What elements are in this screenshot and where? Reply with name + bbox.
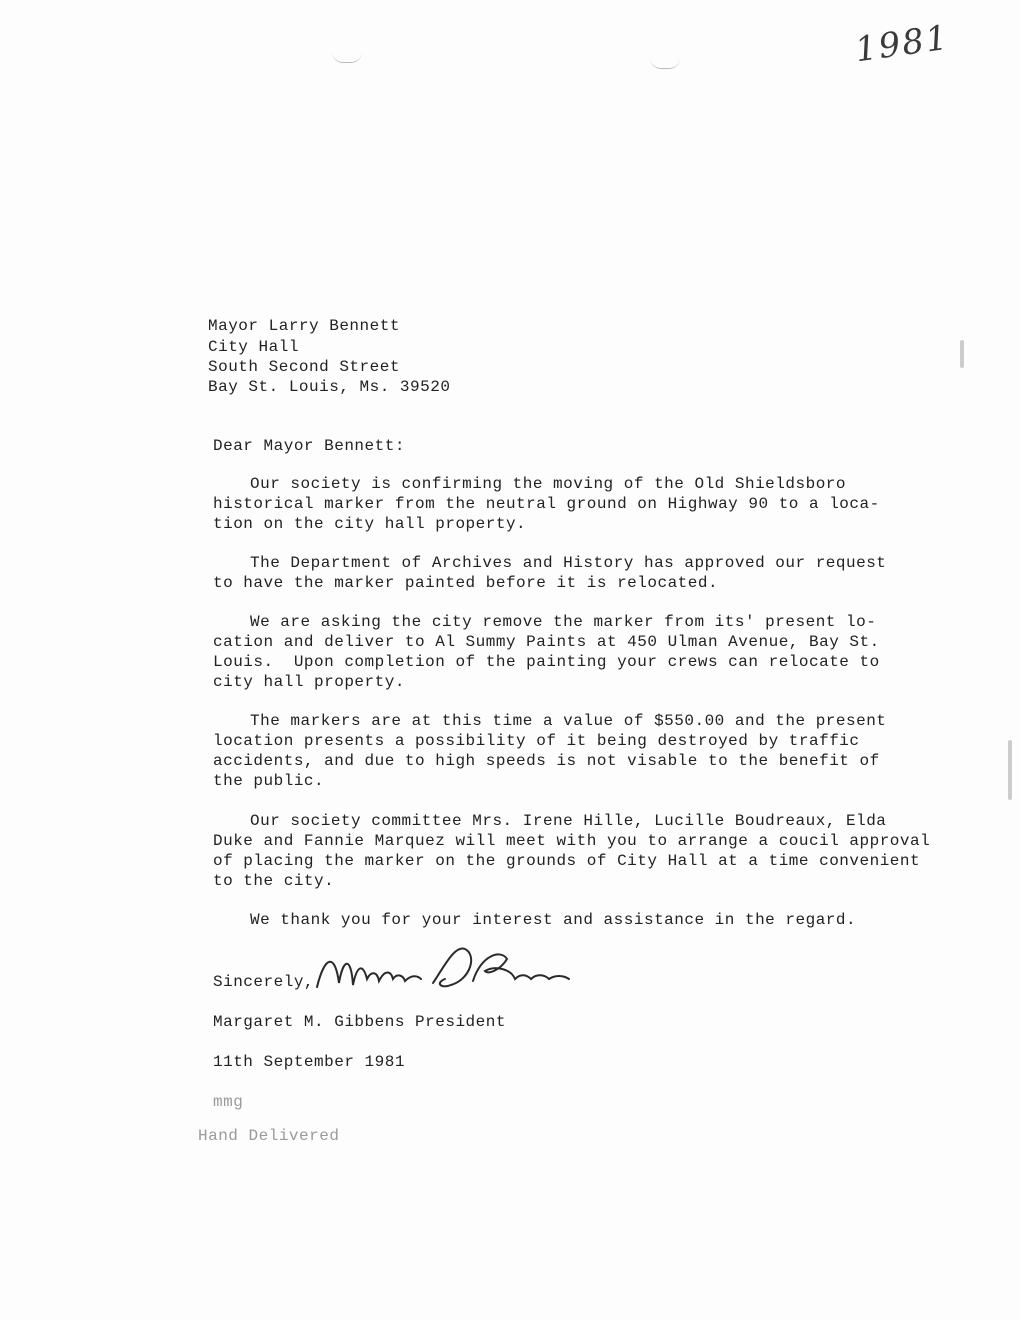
paragraph-line: The Department of Archives and History has approved our request	[250, 554, 887, 572]
handwritten-signature	[305, 935, 585, 1015]
paragraph-line: The markers are at this time a value of $550.00 and the present	[250, 712, 887, 730]
paragraph-line: accidents, and due to high speeds is not visable to the benefit of	[213, 752, 880, 770]
signer-name: Margaret M. Gibbens President	[213, 1013, 506, 1031]
paragraph-line: Louis. Upon completion of the painting your crews can relocate to	[213, 653, 880, 671]
letter-date: 11th September 1981	[213, 1053, 405, 1071]
paragraph-line: Duke and Fannie Marquez will meet with you to arrange a coucil approval	[213, 832, 931, 850]
recipient-name: Mayor Larry Bennett	[208, 317, 400, 335]
paragraph-line: Our society is confirming the moving of the Old Shieldsboro	[250, 475, 846, 493]
paragraph-line: to have the marker painted before it is relocated.	[213, 574, 719, 592]
paragraph-line: Our society committee Mrs. Irene Hille, Lucille Boudreaux, Elda	[250, 812, 887, 830]
recipient-city: Bay St. Louis, Ms. 39520	[208, 378, 451, 396]
salutation: Dear Mayor Bennett:	[213, 437, 405, 455]
paragraph-line: tion on the city hall property.	[213, 515, 527, 533]
scan-smudge	[1008, 740, 1012, 800]
recipient-street: South Second Street	[208, 358, 400, 376]
paragraph-line: We are asking the city remove the marker from its' present lo-	[250, 613, 877, 631]
recipient-building: City Hall	[208, 338, 299, 356]
paragraph-line: We thank you for your interest and assistance in the regard.	[250, 911, 857, 929]
handwritten-year: 1981	[852, 17, 952, 71]
delivery-note: Hand Delivered	[198, 1127, 340, 1145]
scan-smudge	[960, 340, 964, 368]
paragraph-line: location presents a possibility of it being destroyed by traffic	[213, 732, 860, 750]
paragraph-line: of placing the marker on the grounds of City Hall at a time convenient	[213, 852, 921, 870]
paragraph-line: historical marker from the neutral ground on Highway 90 to a loca-	[213, 495, 880, 513]
paragraph-line: city hall property.	[213, 673, 405, 691]
punch-hole-mark	[332, 52, 362, 63]
typist-initials: mmg	[213, 1093, 244, 1111]
paragraph-line: cation and deliver to Al Summy Paints at 450 Ulman Avenue, Bay St.	[213, 633, 880, 651]
closing: Sincerely,	[213, 973, 315, 991]
paragraph-line: the public.	[213, 772, 325, 790]
punch-hole-mark	[650, 58, 680, 69]
paragraph-line: to the city.	[213, 872, 335, 890]
